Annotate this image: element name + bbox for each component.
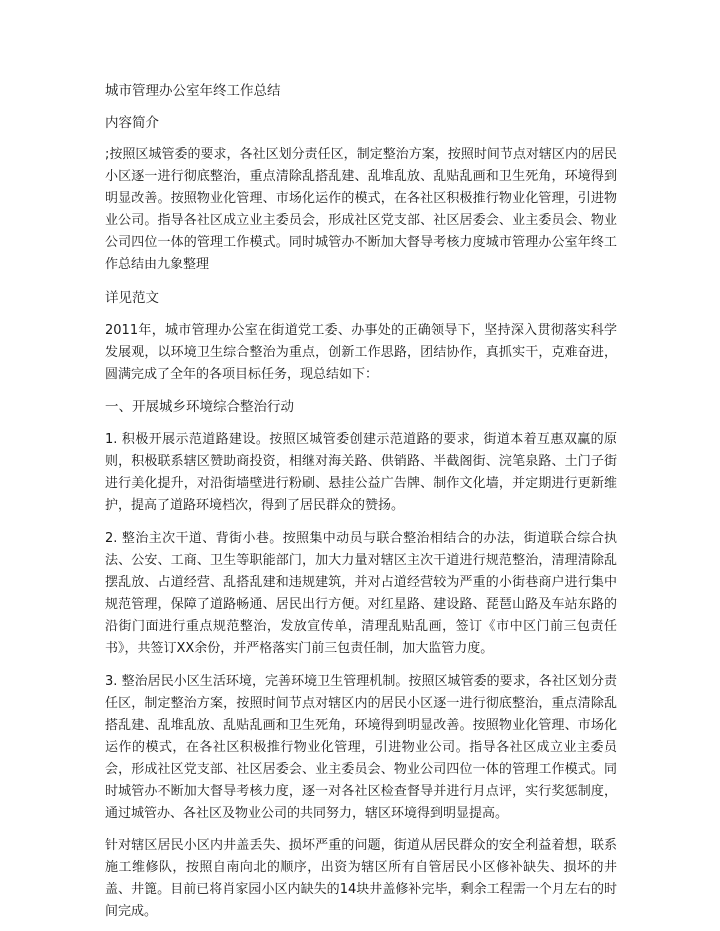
section-heading: 一、开展城乡环境综合整治行动: [105, 399, 294, 415]
summary-heading: 内容简介: [105, 115, 159, 131]
item-paragraph-1: 1. 积极开展示范道路建设。按照区城管委创建示范道路的要求，街道本着互惠双赢的原则，积极联系辖区赞助商投资，相继对海关路、供销路、半截阁街、浣笔泉路、土门子街进行美化提升，对沿街墙壁进行粉刷、悬挂公益广告牌、制作文化墙，并定期进行更新维护，提高了道路环境档次，得到了居民群众的赞扬。: [105, 432, 617, 513]
detail-heading: 详见范文: [105, 290, 159, 306]
summary-paragraph: ;按照区城管委的要求，各社区划分责任区，制定整治方案，按照时间节点对辖区内的居民小区逐一进行彻底整治，重点清除乱搭乱建、乱堆乱放、乱贴乱画和卫生死角，环境得到明显改善。按照物业化管理、市场化运作的模式，在各社区积极推行物业化管理，引进物业公司。指导各社区成立业主委员会，形成社区党支部、社区居委会、业主委员会、物业公司四位一体的管理工作模式。同时城管办不断加大督导考核力度城市管理办公室年终工作总结由九象整理: [105, 147, 617, 272]
document-title: 城市管理办公室年终工作总结: [105, 83, 281, 99]
item-paragraph-3: 3. 整治居民小区生活环境，完善环境卫生管理机制。按照区城管委的要求，各社区划分责任区，制定整治方案，按照时间节点对辖区内的居民小区逐一进行彻底整治，重点清除乱搭乱建、乱堆乱放、乱贴乱画和卫生死角，环境得到明显改善。按照物业化管理、市场化运作的模式，在各社区积极推行物业化管理，引进物业公司。指导各社区成立业主委员会，形成社区党支部、社区居委会、业主委员会、物业公司四位一体的管理工作模式。同时城管办不断加大督导考核力度，逐一对各社区检查督导并进行月点评，实行奖惩制度，通过城管办、各社区及物业公司的共同努力，辖区环境得到明显提高。: [105, 674, 617, 821]
document-page: [105, 80, 617, 923]
intro-paragraph: 2011年，城市管理办公室在街道党工委、办事处的正确领导下，坚持深入贯彻落实科学发展观，以环境卫生综合整治为重点，创新工作思路，团结协作，真抓实干，克难奋进，圆满完成了全年的各项目标任务，现总结如下：: [105, 323, 617, 382]
item-paragraph-4: 针对辖区居民小区内井盖丢失、损坏严重的问题，街道从居民群众的安全利益着想，联系施工维修队，按照自南向北的顺序，出资为辖区所有自管居民小区修补缺失、损坏的井盖、井篦。目前已将肖家园小区内缺失的14块井盖修补完毕，剩余工程需一个月左右的时间完成。: [105, 838, 617, 919]
item-paragraph-2: 2. 整治主次干道、背街小巷。按照集中动员与联合整治相结合的办法，街道联合综合执法、公安、工商、卫生等职能部门，加大力量对辖区主次干道进行规范整治，清理清除乱摆乱放、占道经营、乱搭乱建和违规建筑，并对占道经营较为严重的小街巷商户进行集中规范管理，保障了道路畅通、居民出行方便。对红星路、建设路、琵琶山路及车站东路的沿街门面进行重点规范整治，发放宣传单，清理乱贴乱画，签订《市中区门前三包责任书》，共签订XX余份，并严格落实门前三包责任制，加大监管力度。: [105, 531, 617, 656]
